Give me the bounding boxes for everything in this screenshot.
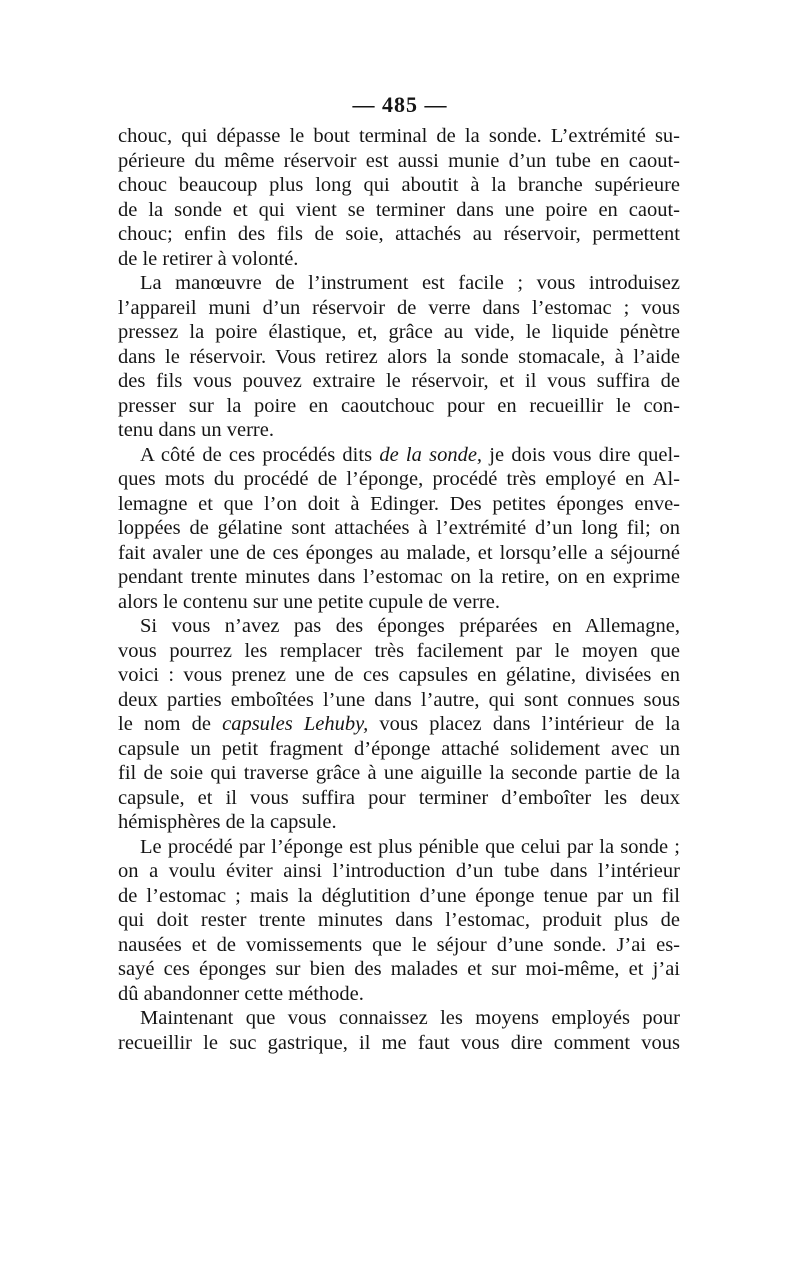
body-text xyxy=(118,124,680,1055)
text-line: alors le contenu sur une petite cupule de verre. xyxy=(118,590,500,613)
text-line: voici : vous prenez une de ces capsules en gélatine, divisées en xyxy=(118,664,680,686)
text-line xyxy=(118,712,680,737)
text-segment: le nom de xyxy=(118,713,223,735)
text-line: périeure du même réservoir est aussi munie d’un tube en caout- xyxy=(118,149,680,172)
text-line: hémisphères de la capsule. xyxy=(118,811,337,833)
text-line: deux parties emboîtées l’une dans l’autre, qui sont connues sous xyxy=(118,688,680,711)
text-line: l’appareil muni d’un réservoir de verre dans l’estomac ; vous xyxy=(118,296,680,319)
italic-term: de la sonde, xyxy=(379,443,483,466)
text-line: presser sur la poire en caoutchouc pour en recueillir le con- xyxy=(118,394,680,417)
text-line: capsule, et il vous suffira pour terminer d’emboîter les deux xyxy=(118,786,680,809)
text-line: tenu dans un verre. xyxy=(118,419,274,441)
text-line: fait avaler une de ces éponges au malade, et lorsqu’elle a séjourné xyxy=(118,541,680,564)
text-line: nausées et de vomissements que le séjour d’une sonde. J’ai es- xyxy=(118,933,680,956)
text-segment: je dois vous dire quel- xyxy=(482,443,680,466)
text-line: sayé ces éponges sur bien des malades et sur moi-même, et j’ai xyxy=(118,958,680,980)
text-line: pendant trente minutes dans l’estomac on la retire, on en exprime xyxy=(118,566,680,588)
text-line: de le retirer à volonté. xyxy=(118,247,299,270)
text-line: La manœuvre de l’instrument est facile ; vous introduisez xyxy=(140,272,680,294)
text-line: dans le réservoir. Vous retirez alors la sonde stomacale, à l’aide xyxy=(118,345,680,368)
text-line: pressez la poire élastique, et, grâce au vide, le liquide pénètre xyxy=(118,321,680,343)
page-number: — 485 — xyxy=(352,92,448,117)
text-line: Maintenant que vous connaissez les moyens employés pour xyxy=(140,1007,680,1029)
text-line: chouc, qui dépasse le bout terminal de la sonde. L’extrémité su- xyxy=(118,125,680,147)
italic-term: capsules Lehuby, xyxy=(222,713,369,735)
text-line: chouc beaucoup plus long qui aboutit à la branche supérieure xyxy=(118,174,680,196)
text-line: on a voulu éviter ainsi l’introduction d’un tube dans l’intérieur xyxy=(118,860,680,882)
text-line: des fils vous pouvez extraire le réservoir, et il vous suffira de xyxy=(118,370,680,392)
text-line: fil de soie qui traverse grâce à une aiguille la seconde partie de la xyxy=(118,762,680,784)
text-line: Le procédé par l’éponge est plus pénible que celui par la sonde ; xyxy=(140,835,680,858)
text-line: qui doit rester trente minutes dans l’estomac, produit plus de xyxy=(118,909,680,931)
text-line: recueillir le suc gastrique, il me faut vous dire comment vous xyxy=(118,1031,680,1054)
text-line: vous pourrez les remplacer très facilement par le moyen que xyxy=(118,639,680,662)
text-line: capsule un petit fragment d’éponge attaché solidement avec un xyxy=(118,737,680,760)
text-line: chouc; enfin des fils de soie, attachés au réservoir, permettent xyxy=(118,223,680,245)
text-line xyxy=(118,443,680,468)
text-line: de l’estomac ; mais la déglutition d’une éponge tenue par un fil xyxy=(118,884,680,907)
text-line: de la sonde et qui vient se terminer dans une poire en caout- xyxy=(118,198,680,221)
text-segment: vous placez dans l’intérieur de la xyxy=(368,713,681,735)
text-line: dû abandonner cette méthode. xyxy=(118,982,364,1005)
text-line: ques mots du procédé de l’éponge, procédé très employé en Al- xyxy=(118,468,680,490)
text-line: Si vous n’avez pas des éponges préparées en Allemagne, xyxy=(140,615,680,637)
text-line: loppées de gélatine sont attachées à l’extrémité d’un long fil; on xyxy=(118,517,680,539)
text-segment: A côté de ces procédés dits xyxy=(140,443,380,466)
text-line: lemagne et que l’on doit à Edinger. Des petites éponges enve- xyxy=(118,492,680,515)
